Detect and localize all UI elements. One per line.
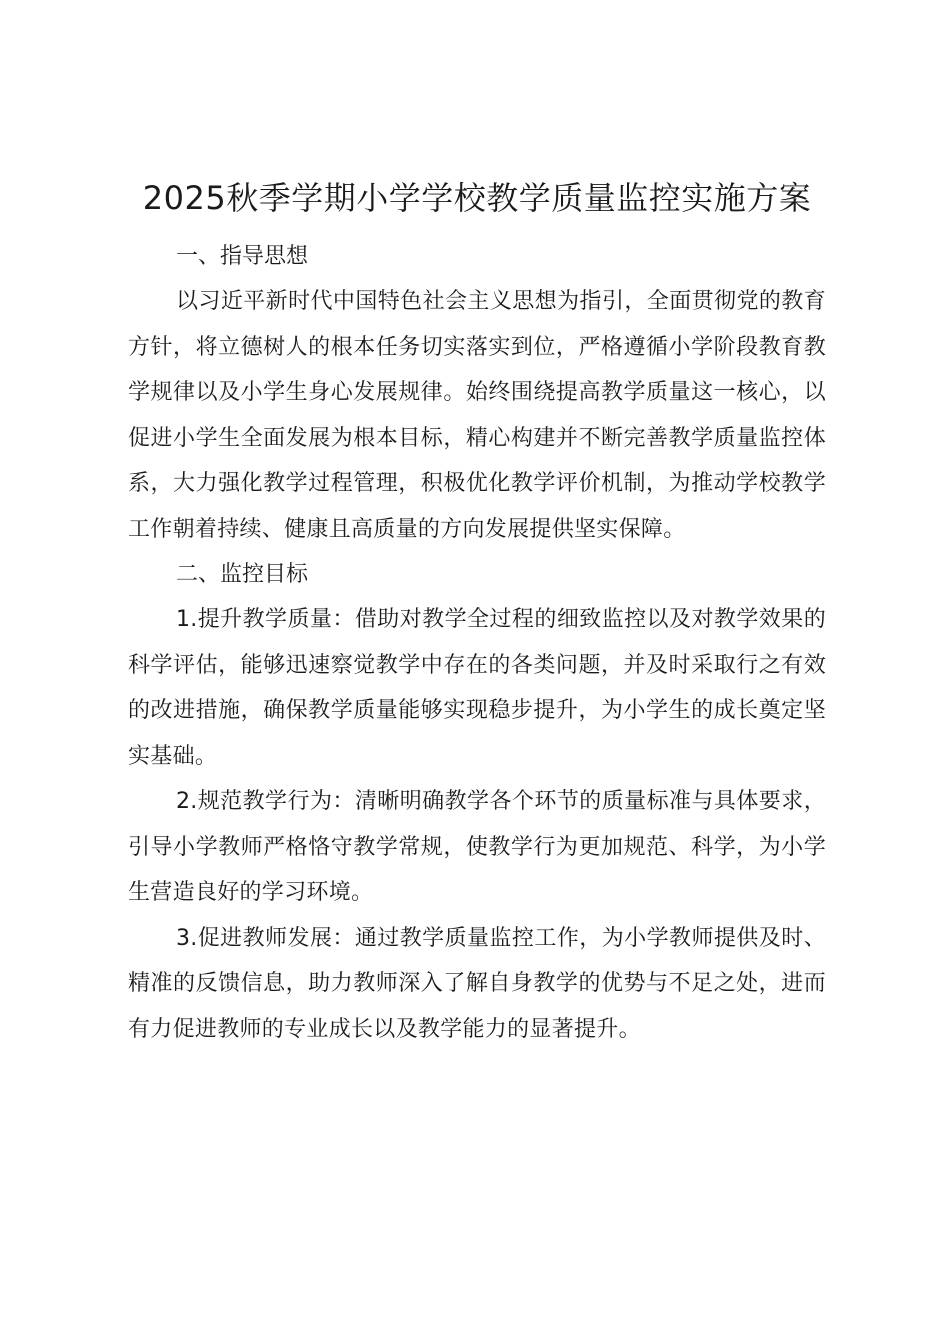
paragraph-guiding-ideology: 以习近平新时代中国特色社会主义思想为指引，全面贯彻党的教育方针，将立德树人的根本任务切实落实到位，严格遵循小学阶段教育教学规律以及小学生身心发展规律。始终围绕提高教学质量这一核心，以促进小学生全面发展为根本目标，精心构建并不断完善教学质量监控体系，大力强化教学过程管理，积极优化教学评价机制，为推动学校教学工作朝着持续、健康且高质量的方向发展提供坚实保障。 xyxy=(128,289,826,542)
document-body xyxy=(128,174,826,1052)
paragraph-goal-teacher-development: 3.促进教师发展：通过教学质量监控工作，为小学教师提供及时、精准的反馈信息，助力教师深入了解自身教学的优势与不足之处，进而有力促进教师的专业成长以及教学能力的显著提升。 xyxy=(128,925,826,1042)
document-title: 2025秋季学期小学学校教学质量监控实施方案 xyxy=(142,179,812,217)
section-heading-monitoring-goals: 二、监控目标 xyxy=(176,562,309,587)
paragraph-goal-standardize-teaching: 2.规范教学行为：清晰明确教学各个环节的质量标准与具体要求，引导小学教师严格恪守教学常规，使教学行为更加规范、科学，为小学生营造良好的学习环境。 xyxy=(128,789,826,905)
section-heading-guiding-ideology: 一、指导思想 xyxy=(176,244,309,269)
paragraph-goal-improve-quality: 1.提升教学质量：借助对教学全过程的细致监控以及对教学效果的科学评估，能够迅速察觉教学中存在的各类问题，并及时采取行之有效的改进措施，确保教学质量能够实现稳步提升，为小学生的成长奠定坚实基础。 xyxy=(128,607,826,769)
